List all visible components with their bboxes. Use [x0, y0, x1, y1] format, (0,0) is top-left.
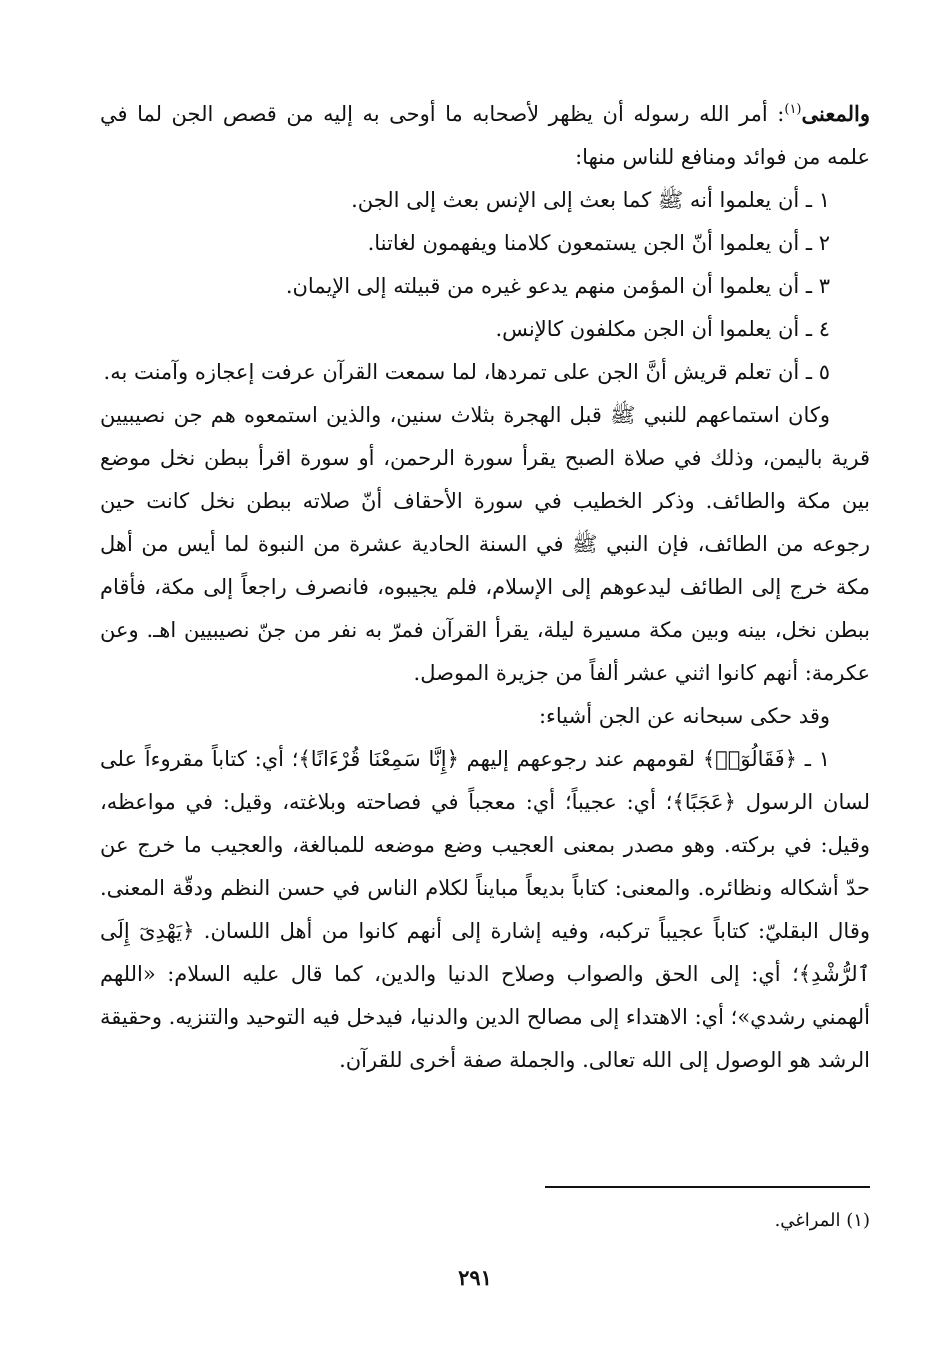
list-item: ٢ ـ أن يعلموا أنّ الجن يستمعون كلامنا ويفهمون لغاتنا. — [367, 231, 830, 255]
paragraph: وكان استماعهم للنبي ﷺ قبل الهجرة بثلاث سنين، والذين استمعوه هم جن نصيبيين قرية باليمن، وذلك في صلاة الصبح يقرأ سورة الرحمن، أو سورة اقرأ ببطن نخل موضع بين مكة والطائف. وذكر الخطيب في سورة الأحقاف أنّ صلاته ببطن نخل كانت حين رجوعه من الطائف، فإن النبي ﷺ في السنة الحادية عشرة من النبوة لما أيس من أهل مكة خرج إلى الطائف ليدعوهم إلى الإسلام، فلم يجيبوه، فانصرف راجعاً إلى مكة، فأقام ببطن نخل، بينه وبين مكة مسيرة ليلة، يقرأ القرآن فمرّ به نفر من جنّ نصيبيين اهـ. وعن عكرمة: أنهم كانوا اثني عشر ألفاً من جزيرة الموصل. — [100, 403, 870, 685]
footnote: (١) المراغي. — [774, 1210, 870, 1231]
paragraph: ١ ـ ﴿فَقَالُوٓا۟﴾ لقومهم عند رجوعهم إليهم ﴿إِنَّا سَمِعْنَا قُرْءَانًا﴾؛ أي: كتاباً مقروءاً على لسان الرسول ﴿عَجَبًا﴾؛ أي: عجيباً؛ أي: معجباً في فصاحته وبلاغته، وقيل: في مواعظه، وقيل: في بركته. وهو مصدر بمعنى العجيب وضع موضعه للمبالغة، والعجيب ما خرج عن حدّ أشكاله ونظائره. والمعنى: كتاباً بديعاً مبايناً لكلام الناس في حسن النظم ودقّة المعنى. وقال البقليّ: كتاباً عجيباً تركبه، وفيه إشارة إلى أنهم كانوا من أهل اللسان. ﴿يَهْدِىٓ إِلَى ٱلرُّشْدِ﴾؛ أي: إلى الحق والصواب وصلاح الدنيا والدين، كما قال عليه السلام: «اللهم ألهمني رشدي»؛ أي: الاهتداء إلى مصالح الدين والدنيا، فيدخل فيه التوحيد والتنزيه. وحقيقة الرشد هو الوصول إلى الله تعالى. والجملة صفة أخرى للقرآن. — [100, 747, 870, 1072]
paragraph: وقد حكى سبحانه عن الجن أشياء: — [538, 704, 830, 728]
paragraph-text: : أمر الله رسوله أن يظهر لأصحابه ما أوحى به إليه من قصص الجن لما في علمه من فوائد ومنافع للناس منها: — [100, 102, 870, 169]
list-item: ٤ ـ أن يعلموا أن الجن مكلفون كالإنس. — [495, 317, 830, 341]
page-number: ٢٩١ — [458, 1265, 492, 1290]
lead-word: والمعنى — [801, 101, 870, 126]
paragraph-intro — [100, 92, 870, 179]
list-item: ٣ ـ أن يعلموا أن المؤمن منهم يدعو غيره من قبيلته إلى الإيمان. — [285, 274, 830, 298]
footnote-reference: (١) — [784, 102, 802, 117]
list-item: ٥ ـ أن تعلم قريش أنَّ الجن على تمردها، لما سمعت القرآن عرفت إعجازه وآمنت به. — [103, 360, 830, 384]
footnote-divider — [545, 1186, 870, 1188]
list-item: ١ ـ أن يعلموا أنه ﷺ كما بعث إلى الإنس بعث إلى الجن. — [351, 188, 830, 212]
body-text — [100, 92, 870, 1082]
